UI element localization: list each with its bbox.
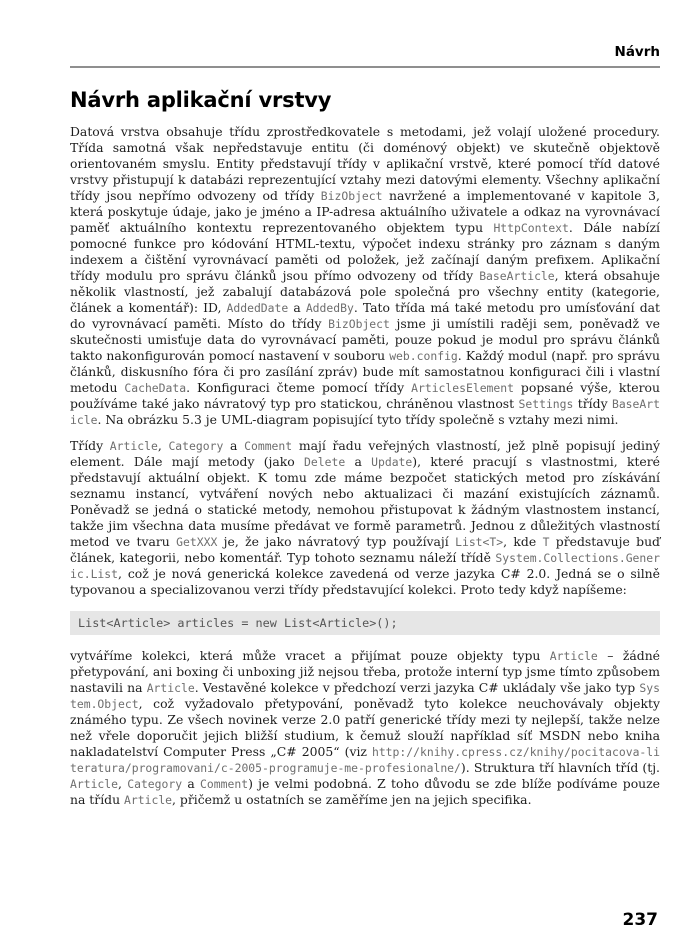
inline-code: CacheData xyxy=(124,380,187,395)
inline-code: Update xyxy=(371,454,413,469)
inline-code: T xyxy=(542,534,550,549)
inline-code: Comment xyxy=(200,776,249,791)
inline-code: Settings xyxy=(518,396,574,411)
text-run: a xyxy=(345,453,372,469)
inline-code: BaseArticle xyxy=(70,396,660,427)
text-run: ) je velmi podobná. Z toho důvodu se zde blíže podíváme pouze na třídu xyxy=(70,775,661,807)
text-run: , přičemž u ostatních se zaměříme jen na jejich specifika. xyxy=(172,791,532,807)
inline-code: System.Object xyxy=(70,680,660,711)
inline-code: System.Collections.Generic.List xyxy=(70,550,660,581)
text-run: , což vyžadovalo přetypování, poněvadž tyto kolekce neuchovávaly objekty známého typu. Ze všech novinek verze 2.0 patří generické třídy mezi ty nejlepší, takže nelze než vřele doporučit jejich bližší studium, k čemuž slouží například síť MSDN nebo kniha nakladatelství Computer Press „C# 2005“ (viz xyxy=(70,695,660,759)
text-run: Třídy xyxy=(70,437,110,453)
text-run: vytváříme kolekci, která může vracet a přijímat pouze objekty typu xyxy=(70,647,550,663)
text-run: . Konfiguraci čteme pomocí třídy xyxy=(186,379,412,395)
inline-code: web.config xyxy=(389,348,458,363)
text-run: . Dále nabízí pomocné funkce pro kódování HTML-textu, výpočet indexu stránky pro záznam s daným indexem a čištění vyrovnávací paměti od položek, jež začínají daným prefixem. Aplikační třídy modulu pro správu článků jsou přímo odvozeny od třídy xyxy=(70,219,660,283)
text-run: a xyxy=(182,775,201,791)
text-run: – žádné přetypování, ani boxing či unboxing již nejsou třeba, protože interní typ jsme tímto způsobem nastavili na xyxy=(70,647,661,695)
inline-code: Article xyxy=(549,648,598,663)
text-run: navržené a implementované v kapitole 3, která poskytuje údaje, jako je jméno a IP-adresa aktuálního uživatele a odkaz na vyrovnávací paměť aktuálního kontextu reprezentovaného objektem typu xyxy=(70,187,660,235)
text-run: je, že jako návratový typ používají xyxy=(217,533,456,549)
inline-code: Article xyxy=(109,438,158,453)
text-run: ), které pracují s vlastnostmi, které představují aktuální objekt. K tomu zde máme bezpočet statických metod pro získávání seznamu instancí, vytváření nových nebo aktualizaci či mazání existujících záznamů. Poněvadž se jedná o statické metody, nemohou přistupovat k žádným vlastnostem instancí, takže jim všechna data musíme předávat ve formě parametrů. Jednou z důležitých vlastností metod ve tvaru xyxy=(70,453,661,549)
inline-code: Category xyxy=(168,438,224,453)
inline-code: BizObject xyxy=(328,316,390,331)
page-title: Návrh aplikační vrstvy xyxy=(70,87,332,112)
paragraph-2 xyxy=(70,438,660,598)
code-block: List<Article> articles = new List<Article>(); xyxy=(70,611,660,635)
text-run: jsme ji umístili raději sem, poněvadž ve skutečnosti umisťuje data do vyrovnávací paměti, pouze pokud je modul pro správu článků takto nakonfigurován pomocí nastavení v souboru xyxy=(70,315,660,363)
page-header xyxy=(70,46,660,68)
paragraph-3 xyxy=(70,648,660,808)
text-run: , která obsahuje několik vlastností, jež zabalují databázová pole společná pro všechny entity (kategorie, článek a komentář): ID, xyxy=(70,267,661,315)
inline-code: Article xyxy=(124,792,173,807)
text-run: představuje buď článek, kategorii, nebo komentář. Typ tohoto seznamu náleží třídě xyxy=(70,533,660,565)
body-content xyxy=(70,124,660,808)
inline-code: Delete xyxy=(304,454,346,469)
page-number: 237 xyxy=(622,910,658,930)
inline-code: AddedBy xyxy=(305,300,354,315)
inline-code: BizObject xyxy=(320,188,383,203)
text-run: Datová vrstva obsahuje třídu zprostředkovatele s metodami, jež volají uložené procedury. Třída samotná však nepředstavuje entitu (či doménový objekt) ve skutečně objektově orientovaném smyslu. Entity představují třídy v aplikační vrstvě, které pomocí tříd datové vrstvy přistupují k databázi reprezentující vztahy mezi datovými elementy. Všechny aplikační třídy jsou nepřímo odvozeny od třídy xyxy=(70,123,660,203)
running-header-title: Návrh xyxy=(614,44,660,60)
text-run: a xyxy=(223,437,245,453)
text-run: . Tato třída má také metodu pro umísťování dat do vyrovnávací paměti. Místo do třídy xyxy=(70,299,661,331)
text-run: , kde xyxy=(503,533,543,549)
text-run: třídy xyxy=(573,395,612,411)
inline-code: ArticlesElement xyxy=(411,380,514,395)
inline-code: Comment xyxy=(244,438,293,453)
text-run: . Vestavěné kolekce v předchozí verzi jazyka C# ukládaly vše jako typ xyxy=(194,679,640,695)
inline-code: Article xyxy=(146,680,195,695)
inline-code: AddedDate xyxy=(226,300,289,315)
text-run: popsané výše, kterou používáme také jako návratový typ pro statickou, chráněnou vlastnost xyxy=(70,379,661,411)
text-run: ). Struktura tří hlavních tříd (tj. xyxy=(460,759,660,775)
inline-code: http://knihy.cpress.cz/knihy/pocitacova-literatura/programovani/c-2005-programuje-me-profesionalne/ xyxy=(70,744,660,775)
inline-code: GetXXX xyxy=(176,534,218,549)
text-run: , xyxy=(118,775,128,791)
inline-code: HttpContext xyxy=(493,220,569,235)
text-run: a xyxy=(288,299,306,315)
paragraph-1 xyxy=(70,124,660,428)
text-run: . Každý modul (např. pro správu článků, diskusního fóra či pro zasílání zpráv) bude mít samostatnou konfiguraci čili i vlastní metodu xyxy=(70,347,660,395)
text-run: . Na obrázku 5.3 je UML-diagram popisující tyto třídy společně s vztahy mezi nimi. xyxy=(97,411,619,427)
header-rule xyxy=(70,66,660,68)
inline-code: BaseArticle xyxy=(479,268,555,283)
text-run: , což je nová generická kolekce zavedená od verze jazyka C# 2.0. Jedná se o silně typovanou a specializovanou verzi třídy představující kolekci. Proto tedy když napíšeme: xyxy=(70,565,660,597)
inline-code: List<T> xyxy=(455,534,504,549)
inline-code: Category xyxy=(127,776,183,791)
text-run: mají řadu veřejných vlastností, jež plně popisují jediný element. Dále mají metody (jako xyxy=(70,437,660,469)
text-run: , xyxy=(157,437,169,453)
inline-code: Article xyxy=(70,776,119,791)
